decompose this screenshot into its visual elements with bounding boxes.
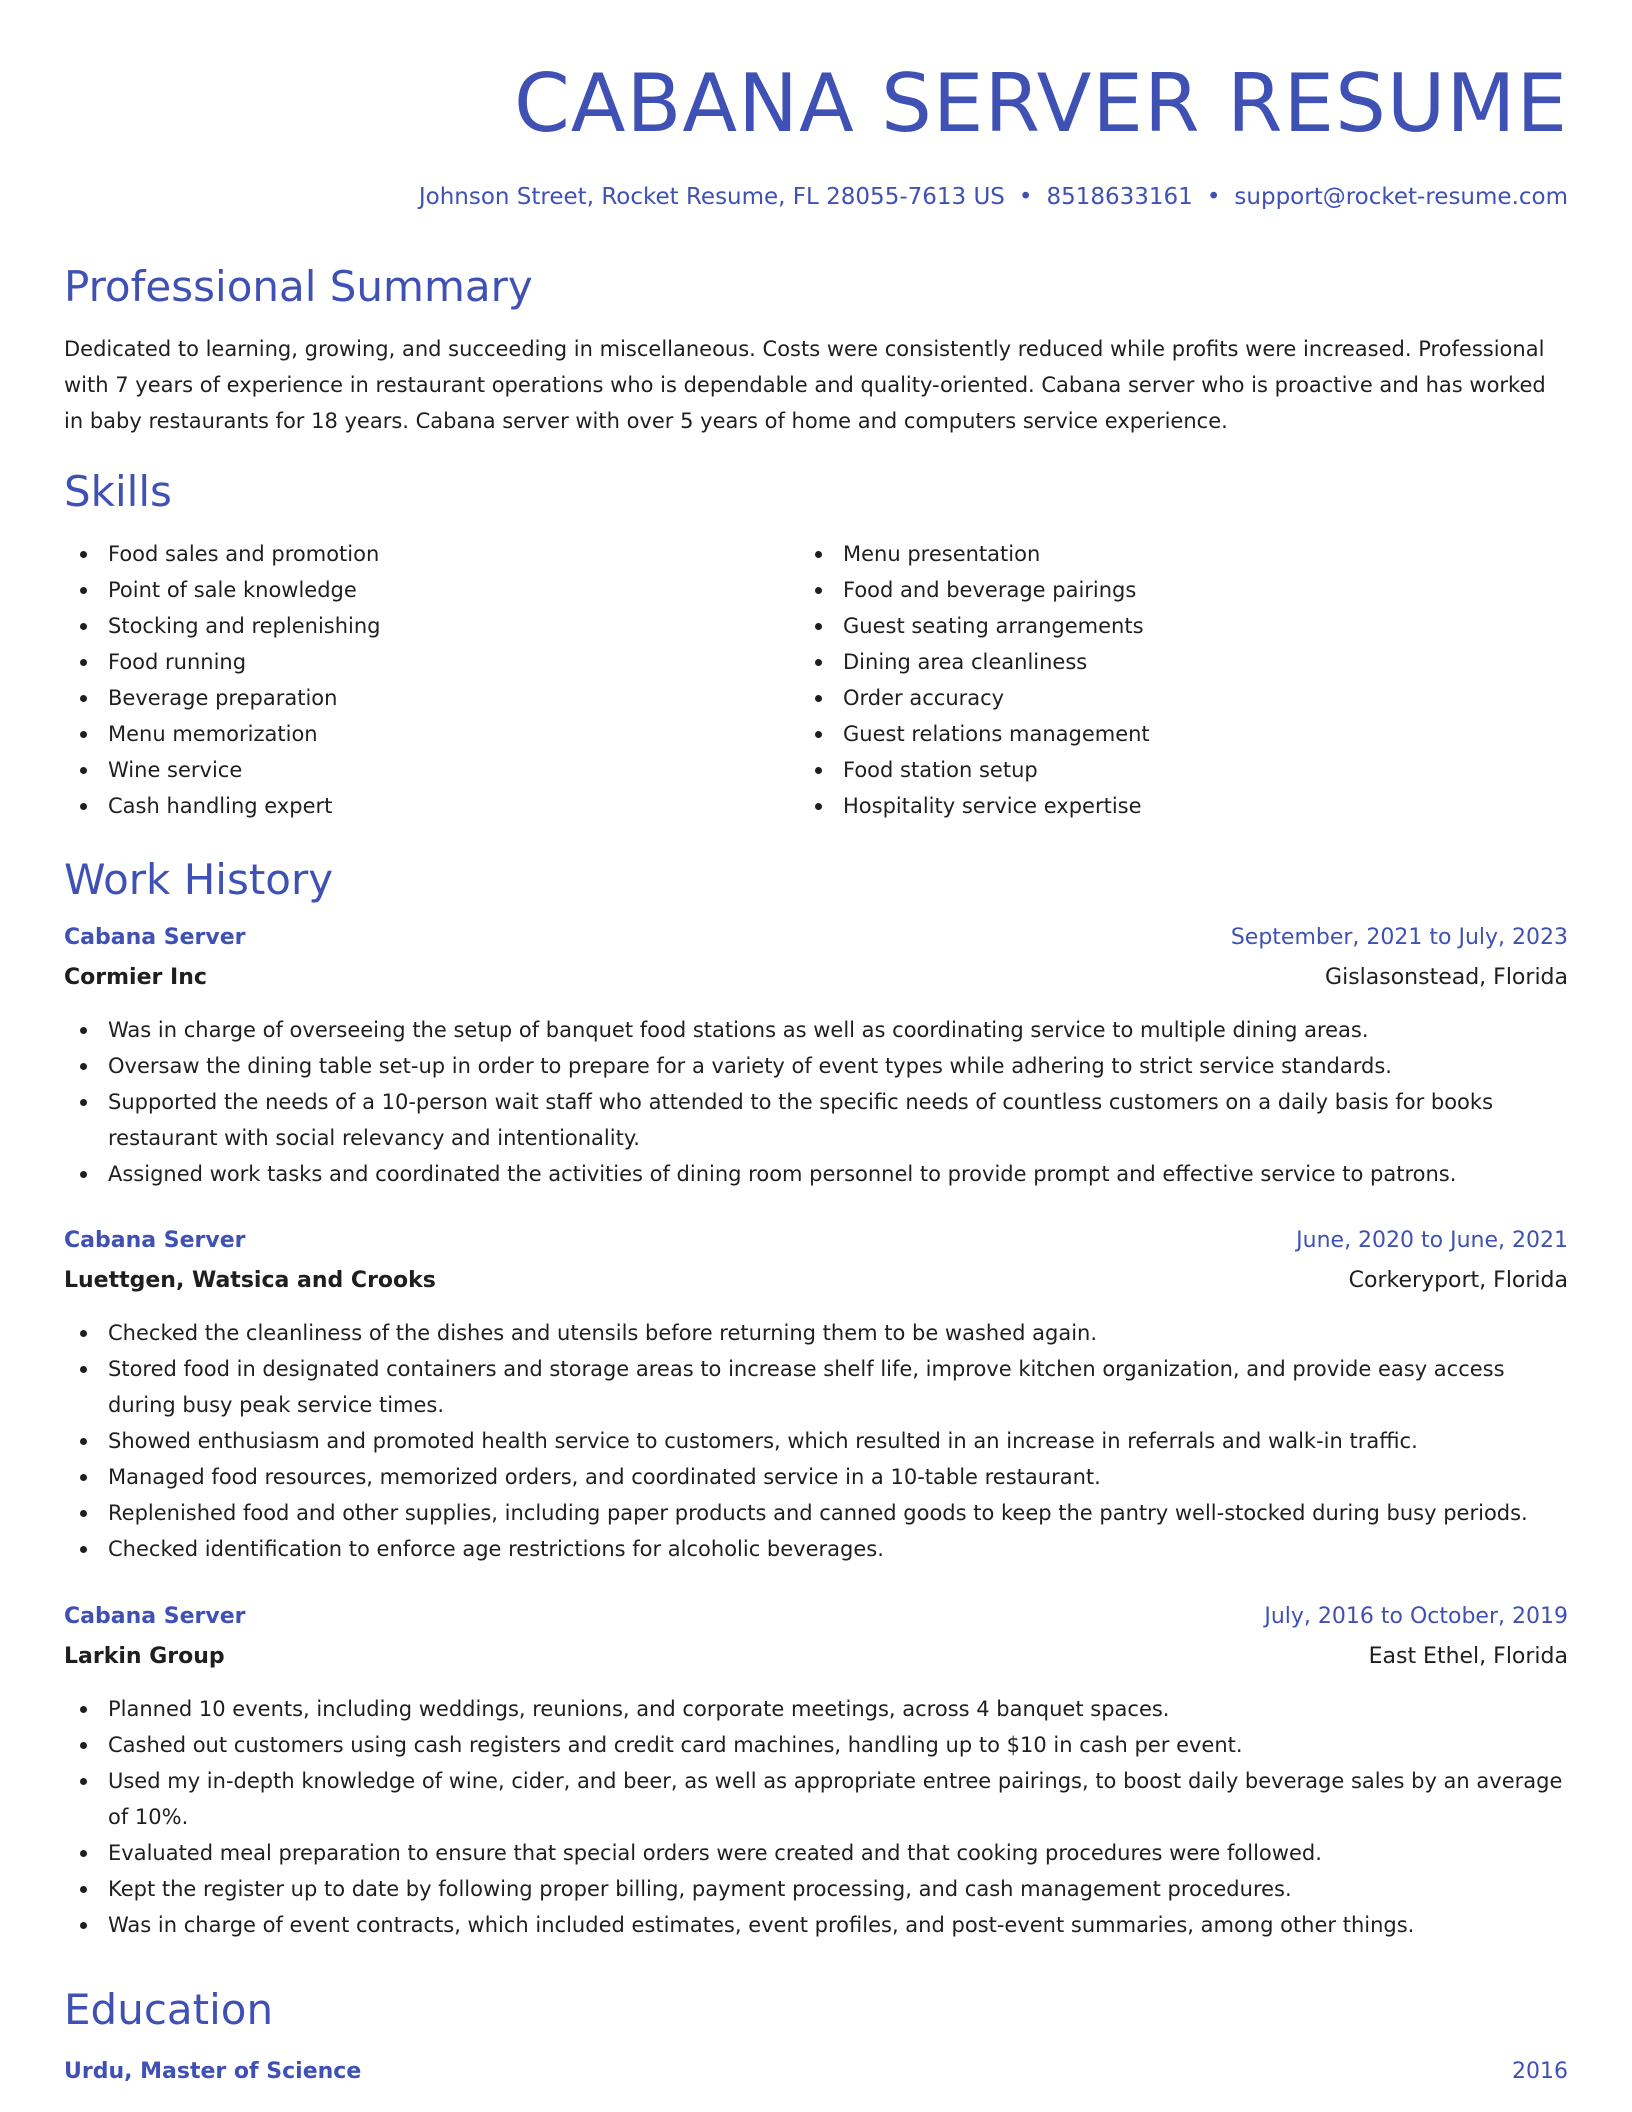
contact-line <box>419 181 1568 213</box>
skills-list-right <box>799 536 1519 824</box>
skill-item: Cash handling expert <box>64 788 784 824</box>
summary-text: Dedicated to learning, growing, and succeeding in miscellaneous. Costs were consistently reduced while profits were increased. Professional with 7 years of experience in restaurant operations who is dependable and quality-oriented. Cabana server who is proactive and has worked in baby restaurants for 18 years. Cabana server with over 5 years of home and computers service experience. <box>64 337 1546 433</box>
skill-item: Menu presentation <box>799 536 1519 572</box>
job-bullet: Replenished food and other supplies, including paper products and canned goods to keep the pantry well-stocked during busy periods. <box>64 1495 1568 1531</box>
skills-list-left <box>64 536 784 824</box>
education-entry <box>64 2054 1568 2094</box>
job-company: Cormier Inc <box>64 965 207 990</box>
resume-title: CABANA SERVER RESUME <box>513 57 1568 150</box>
job-bullet: Assigned work tasks and coordinated the activities of dining room personnel to provide prompt and effective service to patrons. <box>64 1156 1568 1192</box>
skill-item: Order accuracy <box>799 680 1519 716</box>
job-bullet: Planned 10 events, including weddings, reunions, and corporate meetings, across 4 banquet spaces. <box>64 1691 1568 1727</box>
education-year: 2016 <box>1512 2059 1568 2084</box>
skill-item: Food station setup <box>799 752 1519 788</box>
job-bullet: Was in charge of event contracts, which included estimates, event profiles, and post-event summaries, among other things. <box>64 1907 1568 1943</box>
contact-email: support@rocket-resume.com <box>1234 184 1568 210</box>
job-dates: September, 2021 to July, 2023 <box>1230 925 1568 950</box>
contact-phone: 8518633161 <box>1046 184 1193 210</box>
skill-item: Food sales and promotion <box>64 536 784 572</box>
job-bullet: Supported the needs of a 10-person wait staff who attended to the specific needs of countless customers on a daily basis for books restaurant with social relevancy and intentionality. <box>64 1084 1568 1156</box>
job-bullet: Showed enthusiasm and promoted health service to customers, which resulted in an increase in referrals and walk-in traffic. <box>64 1423 1568 1459</box>
contact-separator: • <box>1206 184 1221 210</box>
education-degree: Urdu, Master of Science <box>64 2059 362 2084</box>
skill-item: Food and beverage pairings <box>799 572 1519 608</box>
job-dates: June, 2020 to June, 2021 <box>1296 1228 1568 1253</box>
skill-item: Hospitality service expertise <box>799 788 1519 824</box>
summary-heading: Professional Summary <box>64 262 533 311</box>
job-location: East Ethel, Florida <box>1368 1644 1568 1669</box>
job-bullet: Checked the cleanliness of the dishes and utensils before returning them to be washed again. <box>64 1315 1568 1351</box>
skill-item: Guest seating arrangements <box>799 608 1519 644</box>
job-bullet: Was in charge of overseeing the setup of banquet food stations as well as coordinating service to multiple dining areas. <box>64 1012 1568 1048</box>
job-bullet: Used my in-depth knowledge of wine, cider, and beer, as well as appropriate entree pairings, to boost daily beverage sales by an average of 10%. <box>64 1763 1568 1835</box>
job-entry <box>64 1599 1568 1943</box>
job-entry <box>64 1223 1568 1567</box>
contact-separator: • <box>1018 184 1033 210</box>
job-bullet: Cashed out customers using cash registers and credit card machines, handling up to $10 in cash per event. <box>64 1727 1568 1763</box>
job-bullet: Stored food in designated containers and storage areas to increase shelf life, improve kitchen organization, and provide easy access during busy peak service times. <box>64 1351 1568 1423</box>
job-title: Cabana Server <box>64 1604 246 1629</box>
skill-item: Beverage preparation <box>64 680 784 716</box>
work-heading: Work History <box>64 855 334 904</box>
job-title: Cabana Server <box>64 1228 246 1253</box>
skill-item: Stocking and replenishing <box>64 608 784 644</box>
skill-item: Point of sale knowledge <box>64 572 784 608</box>
job-bullet: Kept the register up to date by following proper billing, payment processing, and cash management procedures. <box>64 1871 1568 1907</box>
skill-item: Dining area cleanliness <box>799 644 1519 680</box>
skill-item: Menu memorization <box>64 716 784 752</box>
job-bullets <box>64 1691 1568 1943</box>
job-dates: July, 2016 to October, 2019 <box>1264 1604 1568 1629</box>
job-company: Larkin Group <box>64 1644 225 1669</box>
skills-heading: Skills <box>64 467 172 516</box>
job-entry <box>64 920 1568 1192</box>
job-bullets <box>64 1315 1568 1567</box>
skill-item: Food running <box>64 644 784 680</box>
job-location: Gislasonstead, Florida <box>1325 965 1568 990</box>
contact-address: Johnson Street, Rocket Resume, FL 28055-7613 US <box>418 184 1005 210</box>
job-bullet: Evaluated meal preparation to ensure that special orders were created and that cooking procedures were followed. <box>64 1835 1568 1871</box>
skill-item: Wine service <box>64 752 784 788</box>
job-bullet: Checked identification to enforce age restrictions for alcoholic beverages. <box>64 1531 1568 1567</box>
skill-item: Guest relations management <box>799 716 1519 752</box>
job-title: Cabana Server <box>64 925 246 950</box>
job-bullet: Oversaw the dining table set-up in order to prepare for a variety of event types while adhering to strict service standards. <box>64 1048 1568 1084</box>
job-bullet: Managed food resources, memorized orders, and coordinated service in a 10-table restaurant. <box>64 1459 1568 1495</box>
education-heading: Education <box>64 1985 274 2034</box>
job-location: Corkeryport, Florida <box>1348 1268 1568 1293</box>
job-bullets <box>64 1012 1568 1192</box>
job-company: Luettgen, Watsica and Crooks <box>64 1268 436 1293</box>
